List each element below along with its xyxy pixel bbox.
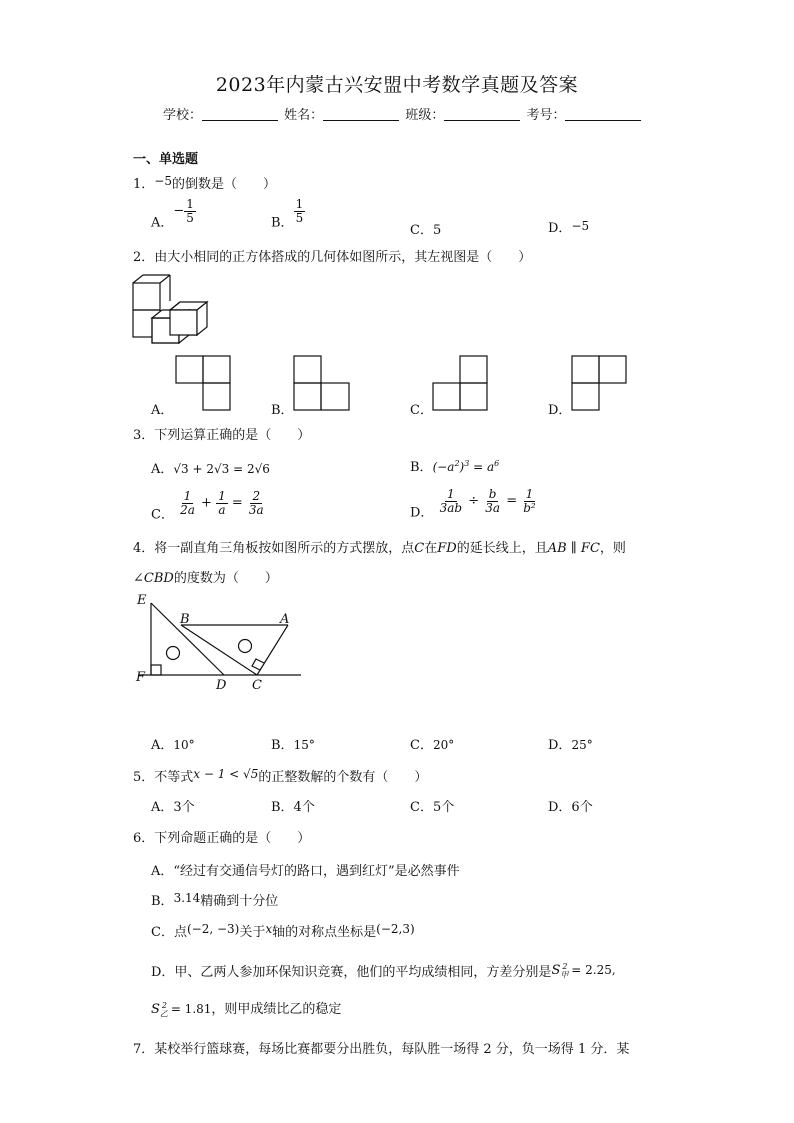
q6-c-mid: 关于 xyxy=(239,925,266,940)
q6-c-mid2: 轴的对称点坐标是 xyxy=(272,925,377,940)
q4-stem-line2 xyxy=(133,567,278,586)
q1-text: 的倒数是（ ） xyxy=(171,177,276,192)
q2-stem: 2．由大小相同的正方体搭成的几何体如图所示，其左视图是（ ） xyxy=(133,250,532,265)
q6-c-x: x xyxy=(265,922,273,936)
q3-option-a[interactable] xyxy=(151,458,270,477)
q6-b-num: 3.14 xyxy=(173,891,201,905)
q3-b-base: (−a xyxy=(432,460,455,474)
option-letter: A． xyxy=(151,462,174,477)
q4-text-b: 在 xyxy=(424,541,438,556)
q3-option-c[interactable] xyxy=(151,490,266,523)
q3-d-d1: 3ab xyxy=(439,500,463,515)
q3-b-cube: 3 xyxy=(464,459,470,468)
q3-d-n1: 1 xyxy=(447,487,455,501)
option-letter: C．点 xyxy=(151,925,187,940)
q3-d-n3: 1 xyxy=(525,487,534,501)
q3-b-eq: = a xyxy=(469,460,495,474)
q6-d-text: D．甲、乙两人参加环保知识竞赛，他们的平均成绩相同，方差分别是 xyxy=(151,965,552,980)
school-label: 学校： xyxy=(163,108,203,123)
section-heading: 一、单选题 xyxy=(133,152,199,167)
q3-option-d[interactable] xyxy=(410,488,538,521)
option-letter: A． xyxy=(151,738,174,753)
name-label: 姓名： xyxy=(284,108,324,123)
q6-d-s1-sub: 甲 xyxy=(560,970,569,980)
q6-c-point: (−2, −3) xyxy=(186,922,240,936)
q3-d-d2: 3a xyxy=(485,500,501,515)
q3-c-n2: 1 xyxy=(218,489,226,503)
q6-d-s1-sup: 2 xyxy=(562,961,568,971)
option-letter: D． xyxy=(548,221,572,236)
class-label: 班级： xyxy=(405,108,445,123)
school-blank[interactable] xyxy=(202,108,278,121)
number-label: 考号： xyxy=(526,108,566,123)
q6-d-text2: ，则甲成绩比乙的稳定 xyxy=(211,1002,342,1017)
q2-option-a-label[interactable]: A． xyxy=(151,403,174,418)
q1-option-d[interactable] xyxy=(548,217,589,236)
q3-d-d3: b² xyxy=(523,500,536,515)
q4-option-c[interactable] xyxy=(410,734,454,753)
q4-text-d: ，则 xyxy=(599,541,626,556)
label-f: F xyxy=(136,670,146,685)
q6-option-c[interactable] xyxy=(151,921,415,940)
q1-option-a[interactable] xyxy=(151,198,196,231)
q4-text-a: 4．将一副直角三角板按如图所示的方式摆放，点 xyxy=(133,541,415,556)
q4-fd: FD xyxy=(437,541,457,556)
q6-d-s2-sup: 2 xyxy=(161,1000,167,1010)
q1-option-b[interactable] xyxy=(271,198,305,231)
q3-c-d3: 3a xyxy=(248,502,264,517)
q2-option-c-figure[interactable] xyxy=(432,355,490,413)
q5-expr: x − 1 < √5 xyxy=(193,767,259,781)
q3-option-b[interactable] xyxy=(410,456,499,475)
q3-d-n2: b xyxy=(488,487,497,501)
q3-a-expr: √3 + 2√3 = 2√6 xyxy=(173,462,270,476)
q1-number: 1． xyxy=(133,177,155,192)
q4-c-val: 20° xyxy=(432,738,455,752)
option-letter: D． xyxy=(548,738,572,753)
label-e: E xyxy=(137,593,147,608)
q5-option-b[interactable]: B．4个 xyxy=(271,800,315,815)
q3-c-n1: 1 xyxy=(183,489,192,503)
q7-stem: 7．某校举行篮球赛，每场比赛都要分出胜负，每队胜一场得 2 分，负一场得 1 分．某 xyxy=(133,1042,630,1057)
q1-b-num: 1 xyxy=(295,197,304,211)
q5-text-b: 的正整数解的个数有（ ） xyxy=(258,770,428,785)
q4-parallel: AB ∥ FC xyxy=(547,541,600,556)
option-letter: B． xyxy=(151,894,174,909)
q4-option-d[interactable] xyxy=(548,734,593,753)
label-c: C xyxy=(252,678,262,693)
q6-option-d-line1[interactable] xyxy=(151,961,616,981)
q3-c-d2: a xyxy=(218,502,226,517)
q1-stem xyxy=(133,173,276,192)
q1-a-sign: − xyxy=(173,203,185,219)
page-title: 2023年内蒙古兴安盟中考数学真题及答案 xyxy=(215,74,579,96)
q4-triangle-figure xyxy=(133,590,308,693)
q6-option-b[interactable] xyxy=(151,890,278,909)
q6-d-s1-val: = 2.25, xyxy=(567,963,616,977)
number-blank[interactable] xyxy=(565,108,641,121)
q2-option-b-figure[interactable] xyxy=(293,355,351,413)
q3-d-div: ÷ xyxy=(468,493,480,509)
q5-option-c[interactable]: C．5个 xyxy=(410,800,455,815)
q5-text-a: 5．不等式 xyxy=(133,770,194,785)
q4-point-c: C xyxy=(414,541,425,556)
q6-b-text: 精确到十分位 xyxy=(200,894,279,909)
q2-option-a-figure[interactable] xyxy=(175,355,231,411)
q6-c-answer: (−2,3) xyxy=(376,922,415,936)
option-letter: B． xyxy=(271,215,294,231)
q6-option-a[interactable]: A．“经过有交通信号灯的路口，遇到红灯”是必然事件 xyxy=(151,864,460,879)
q6-stem: 6．下列命题正确的是（ ） xyxy=(133,831,311,846)
q2-solid-figure xyxy=(132,274,212,344)
q3-b-close: ) xyxy=(459,460,465,474)
q1-option-c[interactable]: C．5 xyxy=(410,223,442,238)
q3-d-eq: = xyxy=(506,493,518,509)
option-letter: B． xyxy=(271,738,294,753)
q4-a-val: 10° xyxy=(173,738,195,752)
q1-d-value: −5 xyxy=(571,219,590,233)
q4-d-val: 25° xyxy=(571,738,593,752)
q1-b-den: 5 xyxy=(295,210,304,225)
option-letter: D． xyxy=(410,505,434,521)
option-letter: C． xyxy=(410,738,433,753)
q6-d-s2-val: = 1.81 xyxy=(167,1002,212,1016)
q3-b-six: 6 xyxy=(494,459,500,468)
q3-c-eq: = xyxy=(231,495,243,511)
q4-text-c: 的延长线上，且 xyxy=(456,541,548,556)
q3-stem: 3．下列运算正确的是（ ） xyxy=(133,428,311,443)
option-letter: C． xyxy=(151,507,174,523)
name-blank[interactable] xyxy=(323,108,399,121)
q6-d-s2-sub: 乙 xyxy=(159,1009,168,1019)
label-a: A xyxy=(280,612,290,627)
q4-option-b[interactable] xyxy=(271,734,315,753)
q6-d-s2: S xyxy=(151,1002,160,1017)
q2-option-c-label[interactable]: C． xyxy=(410,403,433,418)
label-d: D xyxy=(216,678,227,693)
q5-stem xyxy=(133,766,427,785)
q1-a-den: 5 xyxy=(186,210,194,225)
q4-angle: ∠CBD xyxy=(133,571,174,586)
q3-c-plus: + xyxy=(201,495,212,511)
class-blank[interactable] xyxy=(444,108,520,121)
q2-option-d-label[interactable]: D． xyxy=(548,403,572,418)
q3-c-d1: 2a xyxy=(180,502,195,517)
q5-option-a[interactable]: A．3个 xyxy=(151,800,195,815)
q1-a-num: 1 xyxy=(186,197,194,211)
q1-expr: −5 xyxy=(154,174,172,188)
student-info-line xyxy=(163,104,643,123)
q4-option-a[interactable] xyxy=(151,734,195,753)
q6-option-d-line2[interactable] xyxy=(151,998,341,1020)
option-letter: B． xyxy=(410,460,433,475)
q5-option-d[interactable]: D．6个 xyxy=(548,800,593,815)
q4-b-val: 15° xyxy=(293,738,315,752)
option-letter: A． xyxy=(151,215,174,231)
q2-option-d-figure[interactable] xyxy=(571,355,629,413)
q4-stem-line1 xyxy=(133,537,626,556)
q4-text-e: 的度数为（ ） xyxy=(173,571,278,586)
q6-d-s1: S xyxy=(551,963,561,978)
q3-c-n3: 2 xyxy=(252,489,261,503)
label-b: B xyxy=(180,612,190,627)
q3-b-sq: 2 xyxy=(454,459,460,468)
q2-option-b-label[interactable]: B． xyxy=(271,403,294,418)
